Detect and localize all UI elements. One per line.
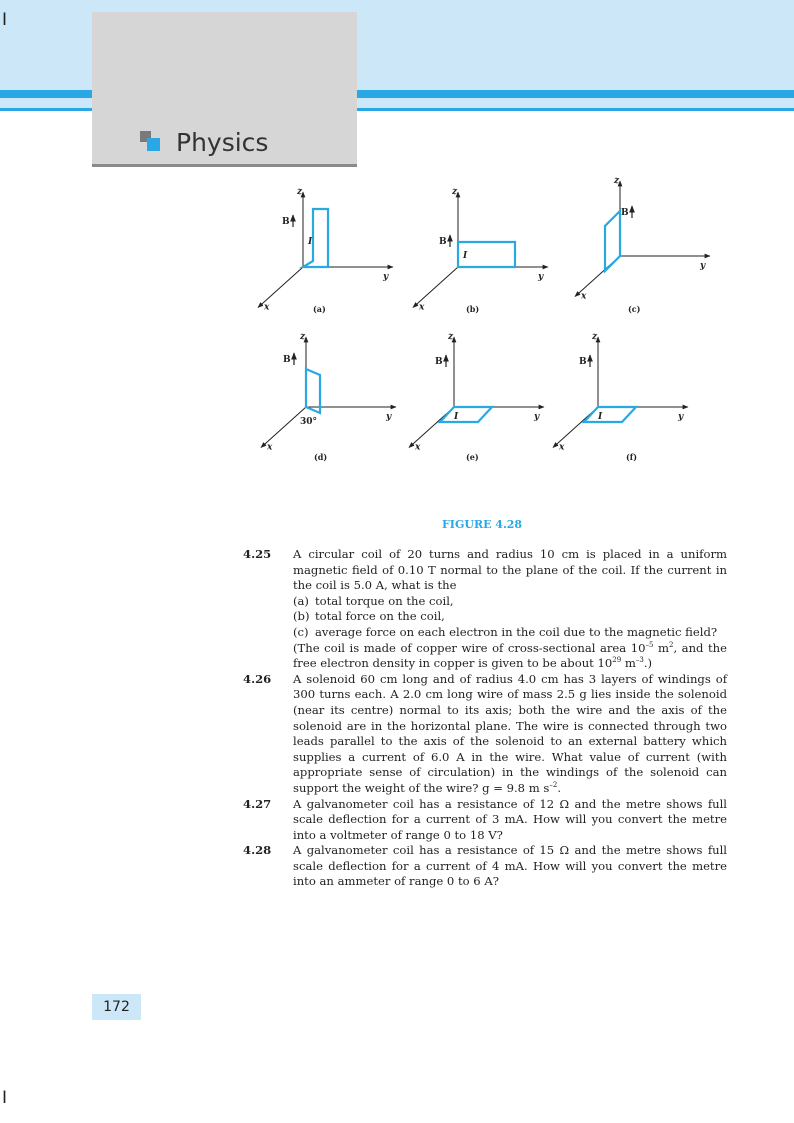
field-label: B bbox=[579, 357, 587, 367]
field-label: B bbox=[435, 357, 443, 367]
square-logo-accent-icon bbox=[147, 138, 160, 151]
y-axis-label: y bbox=[538, 272, 544, 282]
question-text: A galvanometer coil has a resistance of 15 Ω and the metre shows full scale deflection for a current of 4 mA. How will you convert the metre into an ammeter of range 0 to 6 A? bbox=[293, 843, 727, 889]
x-axis-label: x bbox=[559, 442, 565, 453]
y-axis-label: y bbox=[534, 412, 540, 422]
question-text: A galvanometer coil has a resistance of 12 Ω and the metre shows full scale deflection for a current of 3 mA. How will you convert the metre into a voltmeter of range 0 to 18 V? bbox=[293, 796, 727, 842]
part-text: total force on the coil, bbox=[315, 609, 445, 624]
question-number: 4.26 bbox=[243, 671, 272, 686]
question-number: 4.27 bbox=[243, 796, 272, 811]
crop-mark-top: I bbox=[2, 10, 8, 30]
z-axis-label: z bbox=[448, 332, 454, 342]
z-axis-label: z bbox=[300, 332, 306, 342]
z-axis-label: z bbox=[297, 187, 303, 197]
chapter-box-rule bbox=[92, 164, 357, 167]
question-number: 4.28 bbox=[243, 843, 272, 858]
z-axis-label: z bbox=[452, 187, 458, 197]
panel-label: (f) bbox=[626, 452, 638, 462]
part-text: total torque on the coil, bbox=[315, 593, 454, 608]
chapter-title: Physics bbox=[176, 128, 269, 157]
x-axis-label: x bbox=[581, 291, 587, 302]
loop-e bbox=[440, 407, 492, 422]
question-note: (The coil is made of copper wire of cross-sectional area $10^{-5}$ $m^2$, and the free electron density in copper is given to be about $10^{29}$ $m^{-3}$.) bbox=[293, 640, 727, 671]
question-4-28 bbox=[243, 843, 727, 890]
y-axis-label: y bbox=[386, 412, 392, 422]
question-part bbox=[293, 625, 727, 641]
x-axis bbox=[413, 267, 458, 308]
question-part bbox=[293, 594, 727, 610]
part-label: (b) bbox=[293, 609, 310, 624]
panel-label: (d) bbox=[314, 452, 328, 462]
crop-mark-bottom: I bbox=[2, 1088, 8, 1108]
question-4-25 bbox=[243, 547, 727, 672]
part-label: (c) bbox=[293, 624, 309, 639]
loop-f bbox=[584, 407, 636, 422]
y-axis-label: y bbox=[678, 412, 684, 422]
x-axis-label: x bbox=[419, 302, 425, 313]
loop-a bbox=[303, 209, 328, 267]
current-label: I bbox=[463, 251, 468, 261]
y-axis-label: y bbox=[383, 272, 389, 282]
angle-label: 30° bbox=[300, 417, 318, 427]
panel-label: (c) bbox=[628, 304, 641, 314]
current-label: I bbox=[308, 237, 313, 247]
x-axis bbox=[258, 267, 303, 308]
field-label: B bbox=[439, 237, 447, 247]
loop-c bbox=[605, 211, 620, 271]
x-axis-label: x bbox=[415, 442, 421, 453]
x-axis bbox=[261, 407, 306, 448]
field-label: B bbox=[621, 208, 629, 218]
question-part bbox=[293, 609, 727, 625]
field-label: B bbox=[282, 217, 290, 227]
figure-4-28 bbox=[240, 170, 720, 470]
question-number: 4.25 bbox=[243, 547, 272, 561]
panel-label: (a) bbox=[313, 304, 326, 314]
current-label: I bbox=[454, 412, 459, 422]
question-4-27 bbox=[243, 797, 727, 844]
x-axis-label: x bbox=[267, 442, 273, 453]
panel-label: (e) bbox=[466, 452, 479, 462]
part-text: average force on each electron in the coil due to the magnetic field? bbox=[315, 624, 718, 639]
page-number: 172 bbox=[92, 994, 141, 1020]
part-label: (a) bbox=[293, 593, 309, 608]
current-label: I bbox=[598, 412, 603, 422]
y-axis-label: y bbox=[700, 261, 706, 271]
question-text: A solenoid 60 cm long and of radius 4.0 cm has 3 layers of windings of 300 turns each. A 2.0 cm long wire of mass 2.5 g lies inside the solenoid (near its centre) normal to its axis; both the wire and the axis of the solenoid are in the horizontal plane. The wire is connected through two leads parallel to the axis of the solenoid to an external battery which supplies a current of 6.0 A in the wire. What value of current (with appropriate sense of circulation) in the windings of the solenoid can support the weight of the wire? g = 9.8 m $s^{-2}$. bbox=[293, 671, 727, 795]
exercise-list bbox=[243, 547, 727, 890]
panel-label: (b) bbox=[466, 304, 480, 314]
loop-d bbox=[306, 369, 320, 413]
question-4-26 bbox=[243, 672, 727, 797]
x-axis-label: x bbox=[264, 302, 270, 313]
z-axis-label: z bbox=[614, 176, 620, 186]
z-axis-label: z bbox=[592, 332, 598, 342]
figure-caption: FIGURE 4.28 bbox=[442, 518, 523, 531]
question-text: A circular coil of 20 turns and radius 10 cm is placed in a uniform magnetic field of 0.10 T normal to the plane of the coil. If the current in the coil is 5.0 A, what is the bbox=[293, 547, 727, 593]
field-label: B bbox=[283, 355, 291, 365]
